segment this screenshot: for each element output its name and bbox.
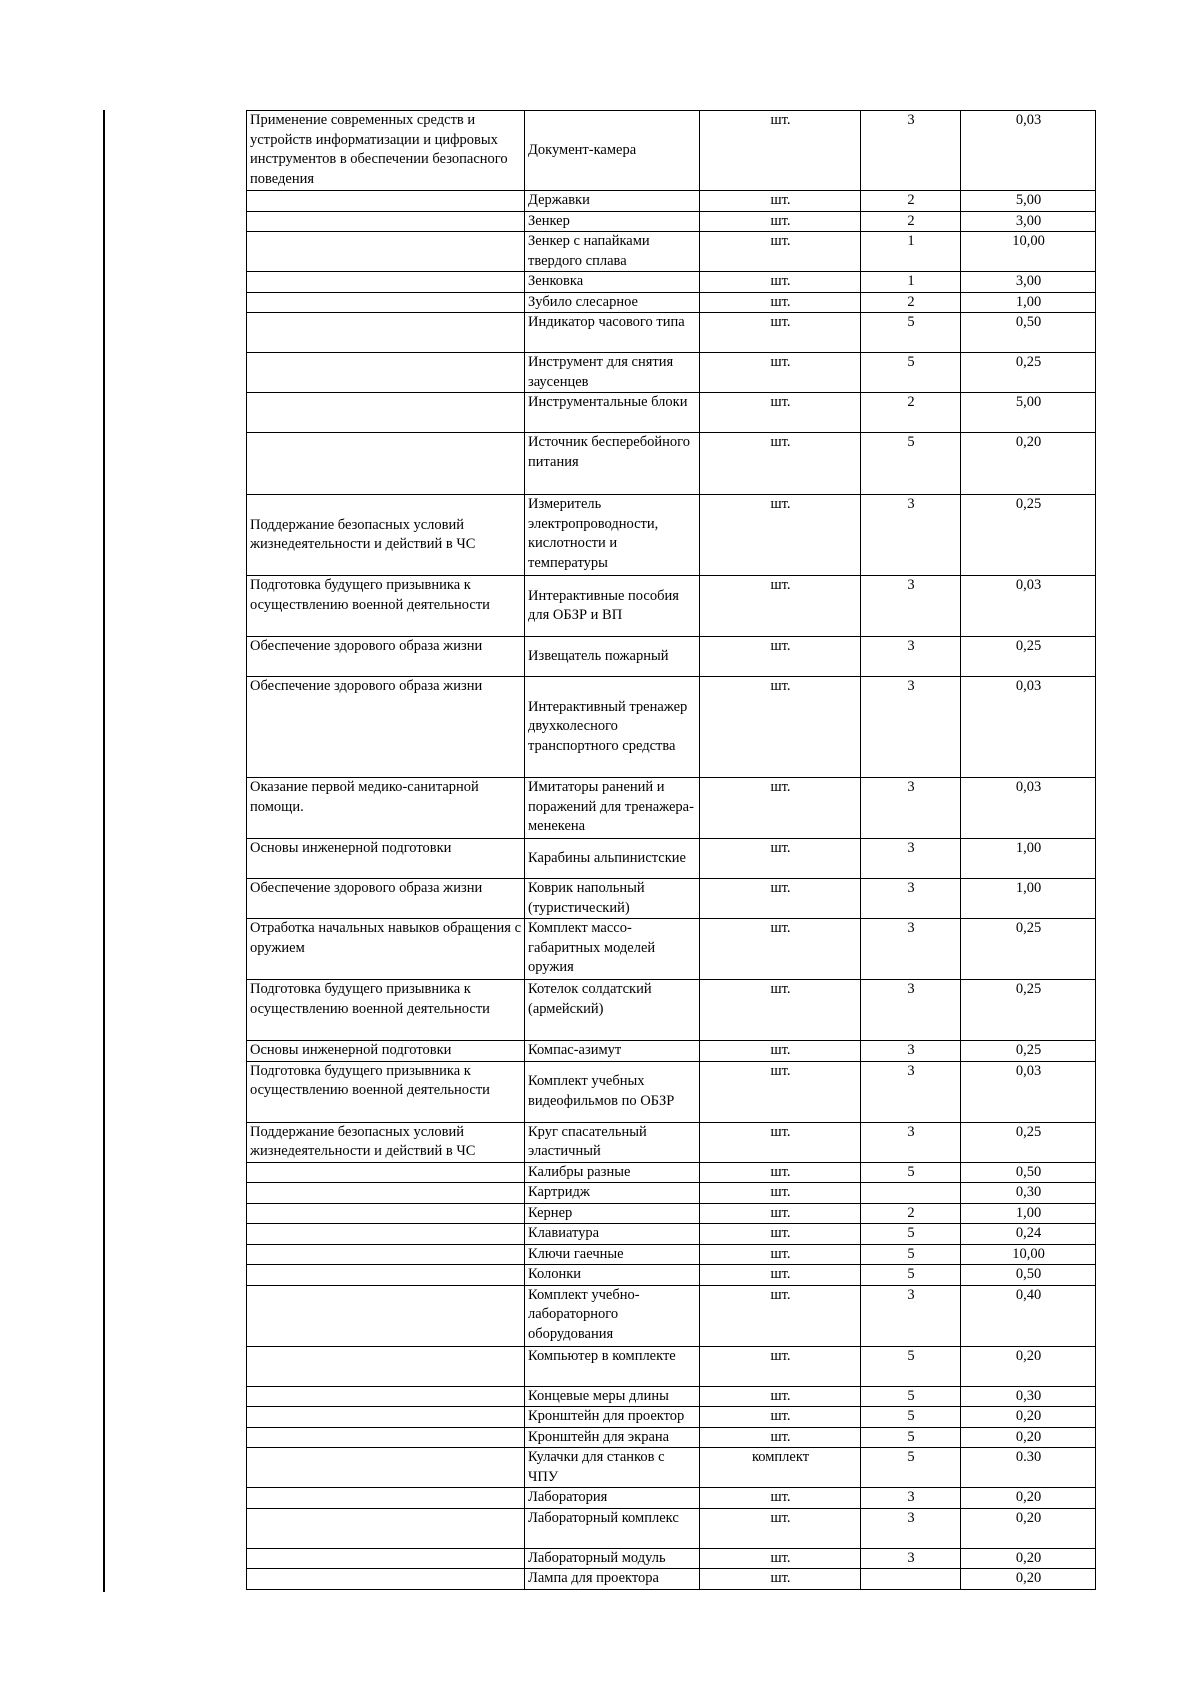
quantity-cell: 3 bbox=[861, 778, 961, 839]
topic-cell bbox=[247, 1346, 525, 1386]
unit-cell: шт. bbox=[700, 1162, 861, 1183]
price-cell: 0,50 bbox=[961, 1265, 1096, 1286]
topic-cell bbox=[247, 313, 525, 353]
price-cell: 0,25 bbox=[961, 980, 1096, 1041]
item-name-cell: Зенкер с напайками твердого сплава bbox=[525, 232, 700, 272]
table-row bbox=[247, 1224, 1096, 1245]
quantity-cell: 5 bbox=[861, 1265, 961, 1286]
item-name-cell: Инструментальные блоки bbox=[525, 393, 700, 433]
unit-cell: шт. bbox=[700, 211, 861, 232]
topic-cell: Поддержание безопасных условий жизнедеятельности и действий в ЧС bbox=[247, 1122, 525, 1162]
unit-cell: шт. bbox=[700, 1122, 861, 1162]
unit-cell: шт. bbox=[700, 637, 861, 677]
item-name-cell: Зубило слесарное bbox=[525, 292, 700, 313]
table-row bbox=[247, 1285, 1096, 1346]
topic-cell bbox=[247, 393, 525, 433]
table-row bbox=[247, 1265, 1096, 1286]
table-row bbox=[247, 1508, 1096, 1548]
topic-cell bbox=[247, 1407, 525, 1428]
unit-cell: шт. bbox=[700, 1407, 861, 1428]
table-row bbox=[247, 1488, 1096, 1509]
topic-cell: Подготовка будущего призывника к осуществлению военной деятельности bbox=[247, 1061, 525, 1122]
unit-cell: шт. bbox=[700, 1488, 861, 1509]
unit-cell: шт. bbox=[700, 1285, 861, 1346]
unit-cell: шт. bbox=[700, 191, 861, 212]
topic-cell bbox=[247, 353, 525, 393]
price-cell: 0.30 bbox=[961, 1448, 1096, 1488]
quantity-cell: 5 bbox=[861, 1162, 961, 1183]
table-row bbox=[247, 111, 1096, 191]
item-name-cell: Измеритель электропроводности, кислотности и температуры bbox=[525, 495, 700, 576]
item-name-cell: Извещатель пожарный bbox=[525, 637, 700, 677]
topic-cell bbox=[247, 272, 525, 293]
topic-cell bbox=[247, 1285, 525, 1346]
price-cell: 0,25 bbox=[961, 919, 1096, 980]
item-name-cell: Источник бесперебойного питания bbox=[525, 433, 700, 495]
table-row bbox=[247, 1244, 1096, 1265]
quantity-cell: 3 bbox=[861, 677, 961, 778]
topic-cell: Подготовка будущего призывника к осуществлению военной деятельности bbox=[247, 980, 525, 1041]
table-row bbox=[247, 879, 1096, 919]
topic-cell bbox=[247, 433, 525, 495]
quantity-cell: 1 bbox=[861, 272, 961, 293]
unit-cell: шт. bbox=[700, 232, 861, 272]
quantity-cell: 1 bbox=[861, 232, 961, 272]
price-cell: 3,00 bbox=[961, 211, 1096, 232]
price-cell: 1,00 bbox=[961, 1203, 1096, 1224]
price-cell: 0,20 bbox=[961, 1569, 1096, 1590]
price-cell: 1,00 bbox=[961, 839, 1096, 879]
unit-cell: шт. bbox=[700, 1346, 861, 1386]
price-cell: 1,00 bbox=[961, 292, 1096, 313]
topic-cell: Поддержание безопасных условий жизнедеятельности и действий в ЧС bbox=[247, 495, 525, 576]
topic-cell bbox=[247, 1386, 525, 1407]
unit-cell: шт. bbox=[700, 1224, 861, 1245]
price-cell: 0,03 bbox=[961, 111, 1096, 191]
item-name-cell: Лаборатория bbox=[525, 1488, 700, 1509]
unit-cell: шт. bbox=[700, 1386, 861, 1407]
quantity-cell: 2 bbox=[861, 393, 961, 433]
quantity-cell: 3 bbox=[861, 839, 961, 879]
topic-cell bbox=[247, 1427, 525, 1448]
unit-cell: шт. bbox=[700, 1244, 861, 1265]
price-cell: 0,20 bbox=[961, 1427, 1096, 1448]
unit-cell: шт. bbox=[700, 292, 861, 313]
topic-cell: Применение современных средств и устройств информатизации и цифровых инструментов в обеспечении безопасного поведения bbox=[247, 111, 525, 191]
table-row bbox=[247, 778, 1096, 839]
topic-cell: Оказание первой медико-санитарной помощи. bbox=[247, 778, 525, 839]
item-name-cell: Концевые меры длины bbox=[525, 1386, 700, 1407]
quantity-cell: 3 bbox=[861, 576, 961, 637]
unit-cell: шт. bbox=[700, 919, 861, 980]
item-name-cell: Компас-азимут bbox=[525, 1041, 700, 1062]
table-row bbox=[247, 495, 1096, 576]
item-name-cell: Лабораторный модуль bbox=[525, 1548, 700, 1569]
price-cell: 0,20 bbox=[961, 1508, 1096, 1548]
price-cell: 0,20 bbox=[961, 1488, 1096, 1509]
quantity-cell: 2 bbox=[861, 292, 961, 313]
item-name-cell: Картридж bbox=[525, 1183, 700, 1204]
price-cell: 10,00 bbox=[961, 1244, 1096, 1265]
price-cell: 0,25 bbox=[961, 495, 1096, 576]
topic-cell: Обеспечение здорового образа жизни bbox=[247, 637, 525, 677]
item-name-cell: Клавиатура bbox=[525, 1224, 700, 1245]
topic-cell: Основы инженерной подготовки bbox=[247, 1041, 525, 1062]
item-name-cell: Кулачки для станков с ЧПУ bbox=[525, 1448, 700, 1488]
quantity-cell: 3 bbox=[861, 637, 961, 677]
table-row bbox=[247, 576, 1096, 637]
price-cell: 0,03 bbox=[961, 1061, 1096, 1122]
table-row bbox=[247, 1122, 1096, 1162]
price-cell: 0,50 bbox=[961, 313, 1096, 353]
item-name-cell: Калибры разные bbox=[525, 1162, 700, 1183]
table-row bbox=[247, 1346, 1096, 1386]
topic-cell: Подготовка будущего призывника к осуществлению военной деятельности bbox=[247, 576, 525, 637]
quantity-cell: 5 bbox=[861, 1448, 961, 1488]
item-name-cell: Кернер bbox=[525, 1203, 700, 1224]
table-row bbox=[247, 1386, 1096, 1407]
quantity-cell: 5 bbox=[861, 353, 961, 393]
price-cell: 5,00 bbox=[961, 191, 1096, 212]
quantity-cell: 5 bbox=[861, 1244, 961, 1265]
quantity-cell: 5 bbox=[861, 433, 961, 495]
table-row bbox=[247, 677, 1096, 778]
quantity-cell: 3 bbox=[861, 1041, 961, 1062]
unit-cell: шт. bbox=[700, 353, 861, 393]
quantity-cell: 3 bbox=[861, 1061, 961, 1122]
table-row bbox=[247, 1203, 1096, 1224]
table-row bbox=[247, 1569, 1096, 1590]
quantity-cell: 3 bbox=[861, 1548, 961, 1569]
quantity-cell: 3 bbox=[861, 111, 961, 191]
price-cell: 0,25 bbox=[961, 637, 1096, 677]
item-name-cell: Комплект учебно-лабораторного оборудования bbox=[525, 1285, 700, 1346]
quantity-cell: 5 bbox=[861, 313, 961, 353]
price-cell: 0,25 bbox=[961, 1122, 1096, 1162]
price-cell: 10,00 bbox=[961, 232, 1096, 272]
quantity-cell: 2 bbox=[861, 1203, 961, 1224]
quantity-cell: 3 bbox=[861, 495, 961, 576]
topic-cell: Обеспечение здорового образа жизни bbox=[247, 677, 525, 778]
price-cell: 0,50 bbox=[961, 1162, 1096, 1183]
price-cell: 5,00 bbox=[961, 393, 1096, 433]
item-name-cell: Компьютер в комплекте bbox=[525, 1346, 700, 1386]
unit-cell: шт. bbox=[700, 393, 861, 433]
topic-cell bbox=[247, 1224, 525, 1245]
item-name-cell: Кронштейн для экрана bbox=[525, 1427, 700, 1448]
quantity-cell: 3 bbox=[861, 1285, 961, 1346]
topic-cell bbox=[247, 292, 525, 313]
topic-cell bbox=[247, 211, 525, 232]
topic-cell bbox=[247, 1488, 525, 1509]
topic-cell: Обеспечение здорового образа жизни bbox=[247, 879, 525, 919]
price-cell: 1,00 bbox=[961, 879, 1096, 919]
table-row bbox=[247, 1548, 1096, 1569]
table-row bbox=[247, 839, 1096, 879]
table-row bbox=[247, 393, 1096, 433]
unit-cell: шт. bbox=[700, 879, 861, 919]
equipment-table-body bbox=[247, 111, 1096, 1590]
quantity-cell: 3 bbox=[861, 1508, 961, 1548]
topic-cell: Основы инженерной подготовки bbox=[247, 839, 525, 879]
item-name-cell: Круг спасательный эластичный bbox=[525, 1122, 700, 1162]
topic-cell: Отработка начальных навыков обращения с оружием bbox=[247, 919, 525, 980]
unit-cell: шт. bbox=[700, 1061, 861, 1122]
unit-cell: шт. bbox=[700, 1203, 861, 1224]
item-name-cell: Лабораторный комплекс bbox=[525, 1508, 700, 1548]
quantity-cell: 2 bbox=[861, 191, 961, 212]
quantity-cell: 2 bbox=[861, 211, 961, 232]
topic-cell bbox=[247, 1508, 525, 1548]
item-name-cell: Зенковка bbox=[525, 272, 700, 293]
table-row bbox=[247, 1407, 1096, 1428]
item-name-cell: Зенкер bbox=[525, 211, 700, 232]
unit-cell: комплект bbox=[700, 1448, 861, 1488]
price-cell: 0,30 bbox=[961, 1183, 1096, 1204]
price-cell: 0,20 bbox=[961, 1407, 1096, 1428]
price-cell: 0,40 bbox=[961, 1285, 1096, 1346]
unit-cell: шт. bbox=[700, 1427, 861, 1448]
table-row bbox=[247, 191, 1096, 212]
table-row bbox=[247, 1162, 1096, 1183]
table-row bbox=[247, 919, 1096, 980]
topic-cell bbox=[247, 1244, 525, 1265]
table-row bbox=[247, 1183, 1096, 1204]
table-row bbox=[247, 1041, 1096, 1062]
quantity-cell: 5 bbox=[861, 1386, 961, 1407]
item-name-cell: Комплект массо-габаритных моделей оружия bbox=[525, 919, 700, 980]
price-cell: 0,24 bbox=[961, 1224, 1096, 1245]
unit-cell: шт. bbox=[700, 272, 861, 293]
table-row bbox=[247, 980, 1096, 1041]
item-name-cell: Интерактивные пособия для ОБЗР и ВП bbox=[525, 576, 700, 637]
unit-cell: шт. bbox=[700, 839, 861, 879]
item-name-cell: Комплект учебных видеофильмов по ОБЗР bbox=[525, 1061, 700, 1122]
unit-cell: шт. bbox=[700, 1041, 861, 1062]
item-name-cell: Имитаторы ранений и поражений для тренажера-менекена bbox=[525, 778, 700, 839]
price-cell: 0,03 bbox=[961, 677, 1096, 778]
table-row bbox=[247, 1061, 1096, 1122]
item-name-cell: Колонки bbox=[525, 1265, 700, 1286]
item-name-cell: Индикатор часового типа bbox=[525, 313, 700, 353]
price-cell: 3,00 bbox=[961, 272, 1096, 293]
table-row bbox=[247, 211, 1096, 232]
unit-cell: шт. bbox=[700, 111, 861, 191]
item-name-cell: Инструмент для снятия заусенцев bbox=[525, 353, 700, 393]
table-row bbox=[247, 232, 1096, 272]
quantity-cell bbox=[861, 1183, 961, 1204]
unit-cell: шт. bbox=[700, 980, 861, 1041]
topic-cell bbox=[247, 232, 525, 272]
item-name-cell: Ключи гаечные bbox=[525, 1244, 700, 1265]
price-cell: 0,03 bbox=[961, 576, 1096, 637]
unit-cell: шт. bbox=[700, 677, 861, 778]
unit-cell: шт. bbox=[700, 495, 861, 576]
topic-cell bbox=[247, 191, 525, 212]
topic-cell bbox=[247, 1569, 525, 1590]
table-row bbox=[247, 272, 1096, 293]
price-cell: 0,25 bbox=[961, 353, 1096, 393]
quantity-cell: 3 bbox=[861, 1488, 961, 1509]
quantity-cell: 5 bbox=[861, 1427, 961, 1448]
topic-cell bbox=[247, 1203, 525, 1224]
quantity-cell: 3 bbox=[861, 980, 961, 1041]
item-name-cell: Кронштейн для проектор bbox=[525, 1407, 700, 1428]
unit-cell: шт. bbox=[700, 313, 861, 353]
left-margin-line bbox=[103, 110, 105, 1592]
unit-cell: шт. bbox=[700, 1548, 861, 1569]
item-name-cell: Документ-камера bbox=[525, 111, 700, 191]
price-cell: 0,25 bbox=[961, 1041, 1096, 1062]
quantity-cell: 5 bbox=[861, 1407, 961, 1428]
quantity-cell: 5 bbox=[861, 1346, 961, 1386]
table-row bbox=[247, 1448, 1096, 1488]
table-row bbox=[247, 292, 1096, 313]
item-name-cell: Интерактивный тренажер двухколесного транспортного средства bbox=[525, 677, 700, 778]
table-row bbox=[247, 313, 1096, 353]
table-row bbox=[247, 637, 1096, 677]
item-name-cell: Лампа для проектора bbox=[525, 1569, 700, 1590]
topic-cell bbox=[247, 1162, 525, 1183]
equipment-table bbox=[246, 110, 1096, 1590]
table-row bbox=[247, 1427, 1096, 1448]
unit-cell: шт. bbox=[700, 1569, 861, 1590]
price-cell: 0,20 bbox=[961, 1548, 1096, 1569]
price-cell: 0,30 bbox=[961, 1386, 1096, 1407]
unit-cell: шт. bbox=[700, 1265, 861, 1286]
price-cell: 0,20 bbox=[961, 1346, 1096, 1386]
item-name-cell: Котелок солдатский (армейский) bbox=[525, 980, 700, 1041]
unit-cell: шт. bbox=[700, 1183, 861, 1204]
price-cell: 0,20 bbox=[961, 433, 1096, 495]
topic-cell bbox=[247, 1183, 525, 1204]
quantity-cell: 3 bbox=[861, 919, 961, 980]
unit-cell: шт. bbox=[700, 433, 861, 495]
table-row bbox=[247, 353, 1096, 393]
item-name-cell: Карабины альпинистские bbox=[525, 839, 700, 879]
item-name-cell: Державки bbox=[525, 191, 700, 212]
topic-cell bbox=[247, 1265, 525, 1286]
unit-cell: шт. bbox=[700, 1508, 861, 1548]
unit-cell: шт. bbox=[700, 778, 861, 839]
quantity-cell: 3 bbox=[861, 1122, 961, 1162]
quantity-cell bbox=[861, 1569, 961, 1590]
price-cell: 0,03 bbox=[961, 778, 1096, 839]
item-name-cell: Коврик напольный (туристический) bbox=[525, 879, 700, 919]
quantity-cell: 3 bbox=[861, 879, 961, 919]
unit-cell: шт. bbox=[700, 576, 861, 637]
topic-cell bbox=[247, 1448, 525, 1488]
topic-cell bbox=[247, 1548, 525, 1569]
quantity-cell: 5 bbox=[861, 1224, 961, 1245]
table-row bbox=[247, 433, 1096, 495]
